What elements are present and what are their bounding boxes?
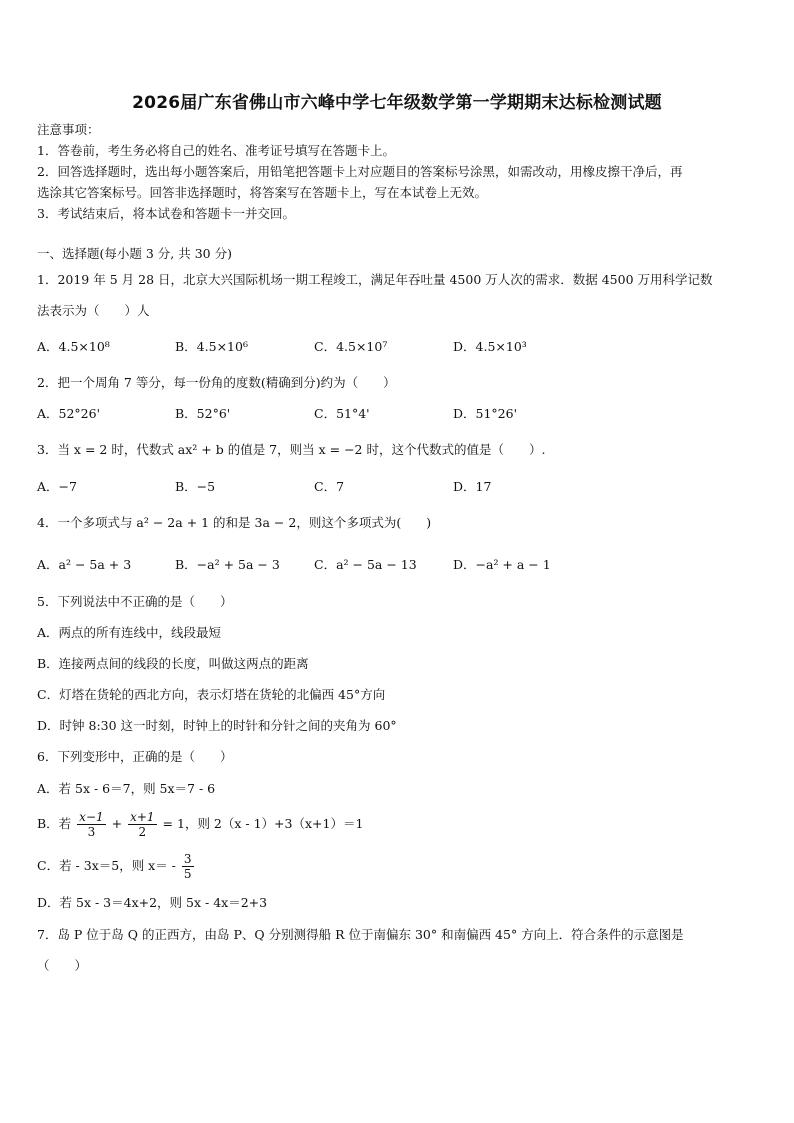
q6-option-c-prefix: C．若 - 3x＝5，则 x＝ - (37, 858, 176, 873)
q5-option-d: D．时钟 8:30 这一时刻，时钟上的时针和分针之间的夹角为 60° (37, 718, 397, 733)
q6-option-d: D．若 5x - 3＝4x+2，则 5x - 4x＝2+3 (37, 895, 268, 910)
fraction-numerator: x+1 (130, 810, 155, 824)
fraction (128, 810, 156, 839)
q6-option-c (37, 850, 196, 882)
q5-option-a: A．两点的所有连线中，线段最短 (37, 625, 222, 640)
q1-option-a: A．4.5×10⁸ (37, 339, 110, 354)
fraction-numerator: x−1 (79, 810, 104, 824)
section-heading: 一、选择题(每小题 3 分, 共 30 分) (37, 246, 232, 261)
question-1-stem-cont: 法表示为（ ）人 (37, 303, 150, 318)
fraction-numerator: 3 (183, 852, 192, 866)
notice-item-1: 1．答卷前，考生务必将自己的姓名、准考证号填写在答题卡上。 (37, 143, 395, 158)
q1-option-b: B．4.5×10⁶ (175, 339, 248, 354)
q1-option-d: D．4.5×10³ (453, 339, 527, 354)
fraction (182, 852, 194, 881)
q5-option-b: B．连接两点间的线段的长度，叫做这两点的距离 (37, 656, 309, 671)
q4-option-d: D．−a² + a − 1 (453, 557, 551, 572)
page-title: 2026届广东省佛山市六峰中学七年级数学第一学期期末达标检测试题 (132, 93, 662, 113)
q6-option-a: A．若 5x - 6＝7，则 5x＝7 - 6 (37, 781, 216, 796)
q2-option-b: B．52°6' (175, 406, 231, 421)
question-5-stem: 5．下列说法中不正确的是（ ） (37, 594, 233, 609)
question-4-stem: 4．一个多项式与 a² − 2a + 1 的和是 3a − 2，则这个多项式为( ) (37, 515, 432, 530)
q4-option-a: A．a² − 5a + 3 (37, 557, 132, 572)
notice-item-2-cont: 选涂其它答案标号。回答非选择题时，将答案写在答题卡上，写在本试卷上无效。 (37, 185, 488, 200)
q2-option-d: D．51°26' (453, 406, 518, 421)
fraction (77, 810, 105, 839)
fraction-denominator: 2 (138, 825, 147, 839)
question-3-stem: 3．当 x = 2 时，代数式 ax² + b 的值是 7，则当 x = −2 时，这个代数式的值是（ ）. (37, 442, 546, 457)
q3-option-a: A．−7 (37, 479, 77, 494)
question-7-stem: 7．岛 P 位于岛 Q 的正西方，由岛 P、Q 分别测得船 R 位于南偏东 30° 和南偏西 45° 方向上．符合条件的示意图是 (37, 927, 684, 942)
q2-option-a: A．52°26' (37, 406, 101, 421)
question-6-stem: 6．下列变形中，正确的是（ ） (37, 749, 233, 764)
question-2-stem: 2．把一个周角 7 等分，每一份角的度数(精确到分)约为（ ） (37, 375, 396, 390)
question-7-stem-cont: （ ） (37, 958, 88, 973)
fraction-denominator: 5 (183, 867, 192, 881)
q3-option-b: B．−5 (175, 479, 216, 494)
fraction-denominator: 3 (87, 825, 96, 839)
q1-option-c: C．4.5×10⁷ (314, 339, 388, 354)
notice-item-2: 2．回答选择题时，选出每小题答案后，用铅笔把答题卡上对应题目的答案标号涂黑，如需改动，用橡皮擦干净后，再 (37, 164, 683, 179)
q6-option-b-suffix: = 1，则 2（x - 1）+3（x+1）＝1 (162, 816, 364, 831)
q4-option-c: C．a² − 5a − 13 (314, 557, 417, 572)
plus-sign: + (111, 816, 123, 831)
question-1-stem: 1．2019 年 5 月 28 日，北京大兴国际机场一期工程竣工，满足年吞吐量 4500 万人次的需求．数据 4500 万用科学记数 (37, 272, 713, 287)
q5-option-c: C．灯塔在货轮的西北方向，表示灯塔在货轮的北偏西 45°方向 (37, 687, 386, 702)
q6-option-b (37, 808, 363, 840)
q4-option-b: B．−a² + 5a − 3 (175, 557, 280, 572)
q3-option-c: C．7 (314, 479, 345, 494)
q6-option-b-prefix: B．若 (37, 816, 72, 831)
notice-item-3: 3．考试结束后，将本试卷和答题卡一并交回。 (37, 206, 295, 221)
q2-option-c: C．51°4' (314, 406, 370, 421)
q3-option-d: D．17 (453, 479, 492, 494)
notice-heading: 注意事项： (37, 122, 100, 137)
